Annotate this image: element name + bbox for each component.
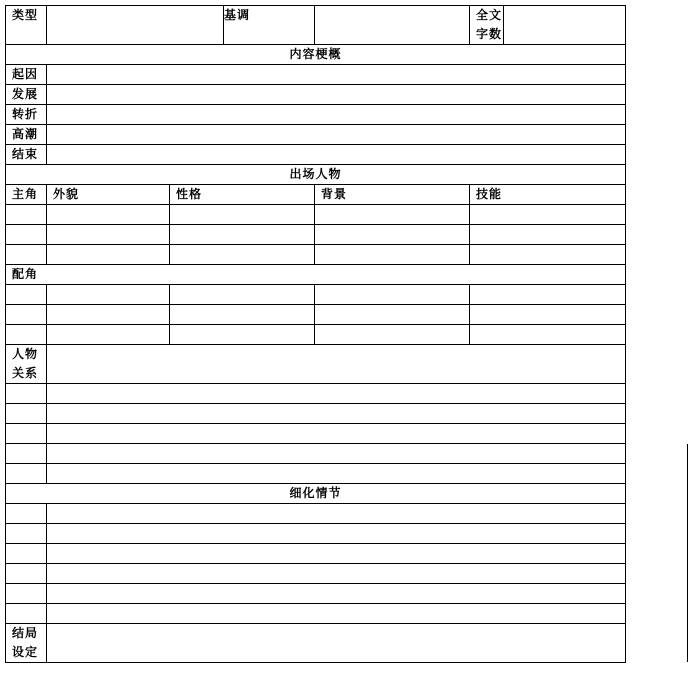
personality-cell[interactable] [170, 225, 315, 245]
synopsis-row [6, 85, 626, 105]
story-outline-form [5, 5, 626, 663]
relations-extra-row [6, 424, 626, 444]
column-header-background: 背景 [315, 185, 470, 205]
detail-row [6, 564, 626, 584]
synopsis-row [6, 65, 626, 85]
ending-label: 结局设定 [6, 624, 47, 663]
skills-cell[interactable] [470, 225, 626, 245]
type-field[interactable] [47, 6, 224, 45]
protagonist-row [6, 205, 626, 225]
name-cell[interactable] [6, 205, 47, 225]
ending-row [6, 624, 626, 663]
appearance-cell[interactable] [47, 225, 170, 245]
header-row [6, 6, 626, 45]
background-cell[interactable] [315, 205, 470, 225]
text-field[interactable] [47, 444, 626, 464]
synopsis-field[interactable] [47, 105, 626, 125]
column-header-skills: 技能 [470, 185, 626, 205]
name-cell[interactable] [6, 225, 47, 245]
label-cell[interactable] [6, 504, 47, 524]
supporting-row [6, 285, 626, 305]
name-cell[interactable] [6, 245, 47, 265]
protagonist-label: 主角 [6, 185, 47, 205]
relations-extra-row [6, 384, 626, 404]
tone-label: 基调 [224, 6, 315, 45]
appearance-cell[interactable] [47, 245, 170, 265]
column-header-personality: 性格 [170, 185, 315, 205]
background-cell[interactable] [315, 225, 470, 245]
text-field[interactable] [47, 464, 626, 484]
synopsis-row-label: 高潮 [6, 125, 47, 145]
background-cell[interactable] [315, 305, 470, 325]
characters-heading: 出场人物 [6, 165, 626, 185]
relations-label: 人物关系 [6, 345, 47, 384]
text-field[interactable] [47, 384, 626, 404]
personality-cell[interactable] [170, 285, 315, 305]
name-cell[interactable] [6, 325, 47, 345]
label-cell[interactable] [6, 544, 47, 564]
label-cell[interactable] [6, 404, 47, 424]
synopsis-row-label: 转折 [6, 105, 47, 125]
characters-column-header-row [6, 185, 626, 205]
text-field[interactable] [47, 504, 626, 524]
label-cell[interactable] [6, 384, 47, 404]
protagonist-row [6, 225, 626, 245]
name-cell[interactable] [6, 305, 47, 325]
skills-cell[interactable] [470, 325, 626, 345]
personality-cell[interactable] [170, 245, 315, 265]
word-count-field[interactable] [504, 6, 626, 45]
details-heading-row [6, 484, 626, 504]
synopsis-row-label: 结束 [6, 145, 47, 165]
ending-field[interactable] [47, 624, 626, 663]
appearance-cell[interactable] [47, 325, 170, 345]
text-field[interactable] [47, 404, 626, 424]
page-margin-line [687, 444, 688, 662]
text-field[interactable] [47, 524, 626, 544]
skills-cell[interactable] [470, 305, 626, 325]
relations-row [6, 345, 626, 384]
synopsis-row [6, 125, 626, 145]
supporting-row [6, 305, 626, 325]
detail-row [6, 604, 626, 624]
label-cell[interactable] [6, 584, 47, 604]
skills-cell[interactable] [470, 285, 626, 305]
background-cell[interactable] [315, 245, 470, 265]
column-header-appearance: 外貌 [47, 185, 170, 205]
word-count-label: 全文字数 [470, 6, 504, 45]
synopsis-heading: 内容梗概 [6, 45, 626, 65]
synopsis-field[interactable] [47, 125, 626, 145]
tone-field[interactable] [315, 6, 470, 45]
synopsis-field[interactable] [47, 145, 626, 165]
detail-row [6, 524, 626, 544]
supporting-row [6, 325, 626, 345]
relations-extra-row [6, 464, 626, 484]
details-heading: 细化情节 [6, 484, 626, 504]
label-cell[interactable] [6, 604, 47, 624]
text-field[interactable] [47, 424, 626, 444]
name-cell[interactable] [6, 285, 47, 305]
appearance-cell[interactable] [47, 305, 170, 325]
personality-cell[interactable] [170, 325, 315, 345]
appearance-cell[interactable] [47, 285, 170, 305]
synopsis-row [6, 105, 626, 125]
supporting-heading-row [6, 265, 626, 285]
characters-heading-row [6, 165, 626, 185]
label-cell[interactable] [6, 564, 47, 584]
skills-cell[interactable] [470, 205, 626, 225]
text-field[interactable] [47, 544, 626, 564]
relations-field[interactable] [47, 345, 626, 384]
detail-row [6, 544, 626, 564]
synopsis-row-label: 发展 [6, 85, 47, 105]
supporting-label: 配角 [6, 265, 626, 285]
synopsis-row [6, 145, 626, 165]
detail-row [6, 584, 626, 604]
relations-extra-row [6, 444, 626, 464]
appearance-cell[interactable] [47, 205, 170, 225]
synopsis-heading-row [6, 45, 626, 65]
label-cell[interactable] [6, 424, 47, 444]
detail-row [6, 504, 626, 524]
synopsis-row-label: 起因 [6, 65, 47, 85]
label-cell[interactable] [6, 524, 47, 544]
synopsis-field[interactable] [47, 85, 626, 105]
type-label: 类型 [6, 6, 47, 45]
text-field[interactable] [47, 584, 626, 604]
personality-cell[interactable] [170, 305, 315, 325]
relations-extra-row [6, 404, 626, 424]
label-cell[interactable] [6, 464, 47, 484]
protagonist-row [6, 245, 626, 265]
skills-cell[interactable] [470, 245, 626, 265]
background-cell[interactable] [315, 285, 470, 305]
text-field[interactable] [47, 604, 626, 624]
background-cell[interactable] [315, 325, 470, 345]
synopsis-field[interactable] [47, 65, 626, 85]
personality-cell[interactable] [170, 205, 315, 225]
text-field[interactable] [47, 564, 626, 584]
label-cell[interactable] [6, 444, 47, 464]
